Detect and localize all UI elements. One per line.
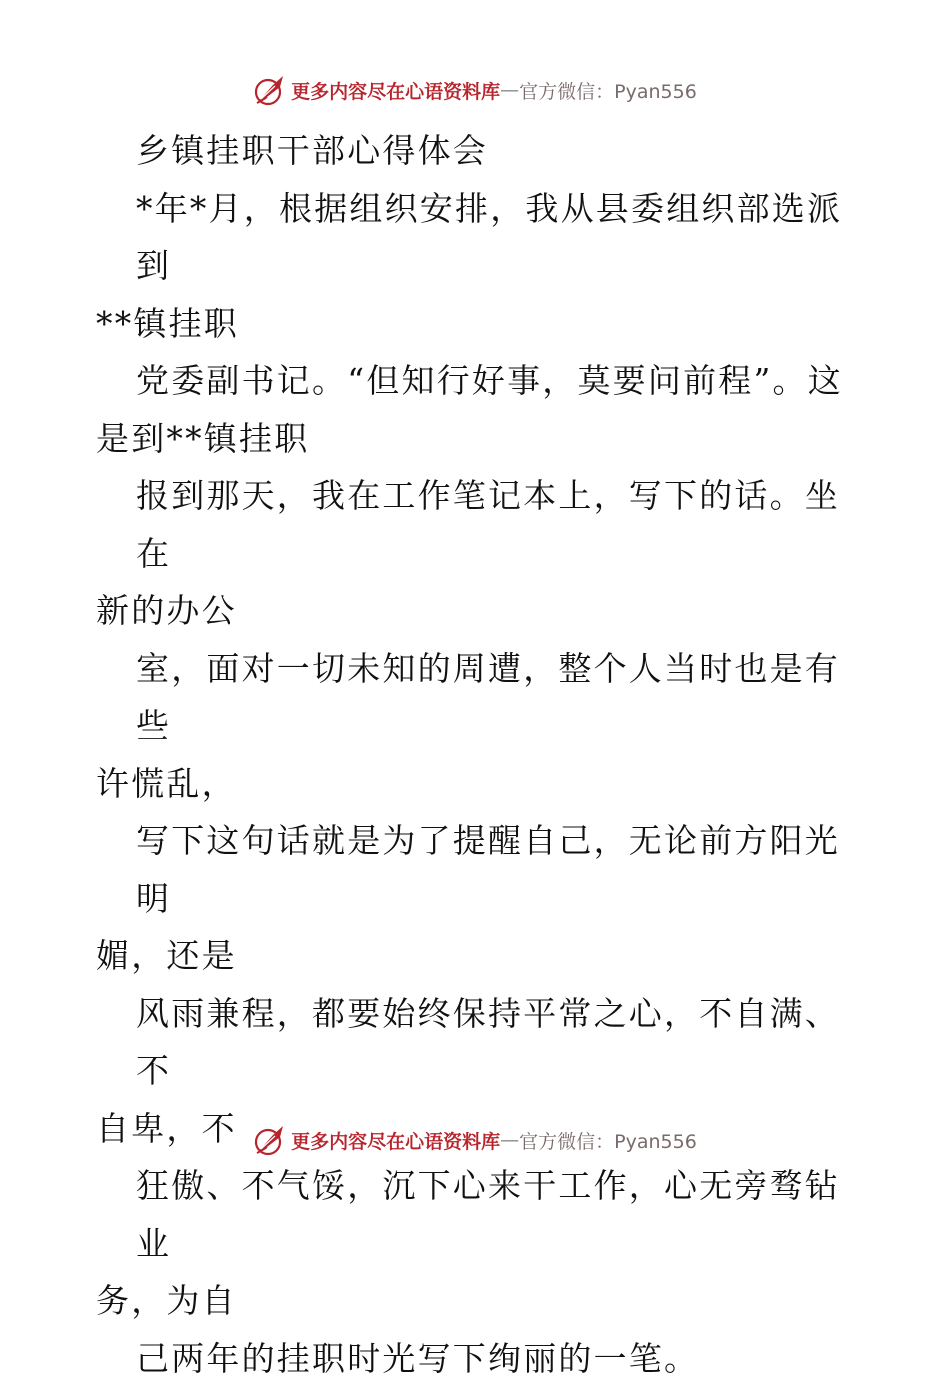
banner-wechat: 官方微信：Pyan556 (519, 1127, 697, 1154)
document-line: 己两年的挂职时光写下绚丽的一笔。 (96, 1330, 856, 1387)
document-body (96, 122, 856, 1387)
document-line: 狂傲、不气馁，沉下心来干工作，心无旁骛钻业 (96, 1157, 856, 1272)
document-line: **镇挂职 (96, 295, 856, 353)
document-line: 党委副书记。“但知行好事，莫要问前程”。这 (96, 352, 856, 410)
document-title: 乡镇挂职干部心得体会 (96, 122, 856, 180)
document-line: 自卑，不 (96, 1100, 856, 1158)
quill-pen-logo-icon (253, 73, 287, 107)
document-line: 风雨兼程，都要始终保持平常之心，不自满、不 (96, 985, 856, 1100)
document-line: *年*月，根据组织安排，我从县委组织部选派到 (96, 180, 856, 295)
document-line: 是到**镇挂职 (96, 410, 856, 468)
banner-title: 更多内容尽在心语资料库 (291, 77, 500, 104)
document-line: 写下这句话就是为了提醒自己，无论前方阳光明 (96, 812, 856, 927)
quill-pen-logo-icon (253, 1123, 287, 1157)
document-line: 报到那天，我在工作笔记本上，写下的话。坐在 (96, 467, 856, 582)
banner-wechat: 官方微信：Pyan556 (519, 77, 697, 104)
header-banner (0, 70, 950, 110)
banner-separator: — (500, 1129, 519, 1151)
document-line: 媚，还是 (96, 927, 856, 985)
document-line: 许慌乱， (96, 755, 856, 813)
document-line: 务，为自 (96, 1272, 856, 1330)
document-line: 新的办公 (96, 582, 856, 640)
banner-title: 更多内容尽在心语资料库 (291, 1127, 500, 1154)
paragraph-lines (96, 180, 856, 1387)
footer-banner (0, 1120, 950, 1160)
document-line: 室，面对一切未知的周遭，整个人当时也是有些 (96, 640, 856, 755)
banner-separator: — (500, 79, 519, 101)
